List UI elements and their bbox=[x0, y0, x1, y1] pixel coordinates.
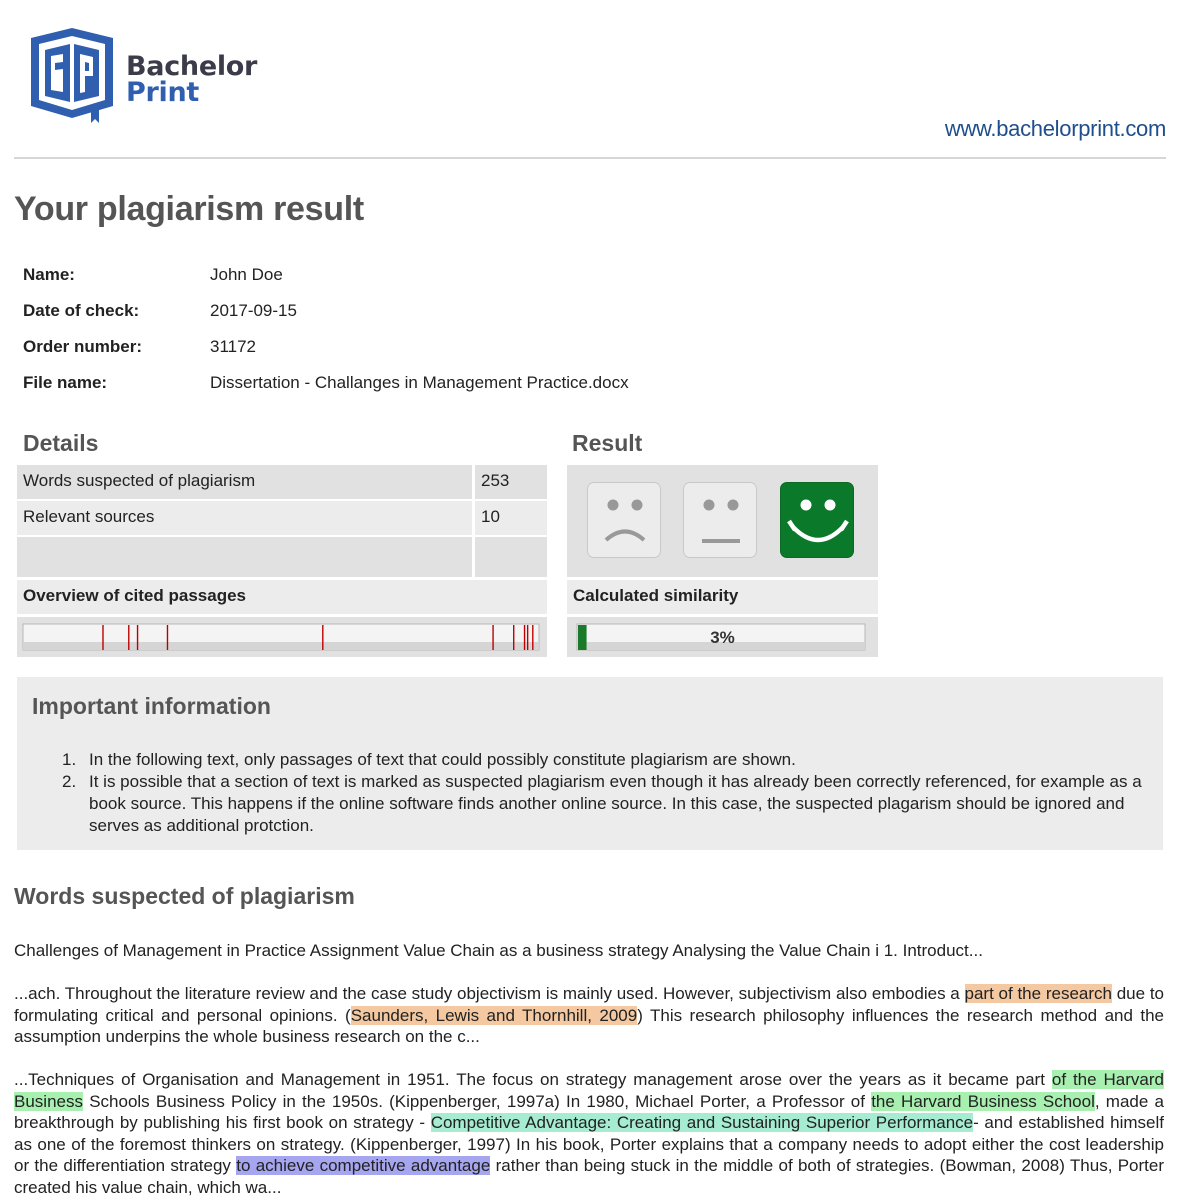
highlighted-passage: part of the research bbox=[964, 984, 1112, 1003]
meta-label: Name: bbox=[23, 265, 75, 284]
text-segment: ) This research philosophy influences the research method and the assumption underpins the whole business research on the c... bbox=[14, 1005, 1164, 1046]
site-url-link[interactable]: www.bachelorprint.com bbox=[944, 116, 1166, 141]
highlighted-passage: the Harvard Business School bbox=[871, 1091, 1095, 1111]
meta-value: 31172 bbox=[210, 337, 257, 356]
text-segment: ...ach. Throughout the literature review and the case study objectivism is mainly used. However, subjectivism also embodies a bbox=[14, 984, 965, 1003]
list-item bbox=[47, 749, 1147, 771]
page-title: Your plagiarism result bbox=[14, 190, 364, 228]
meta-value: Dissertation - Challanges in Management Practice.docx bbox=[210, 373, 629, 392]
details-label-words: Words suspected of plagiarism bbox=[17, 465, 472, 499]
happy-face-icon bbox=[780, 482, 854, 558]
important-list bbox=[47, 749, 1147, 837]
text-segment: - and established himself as one of the foremost thinkers on strategy. (Kippenberger, 1997) In his book, Porter explains that a company needs to adopt either the cost leadership or the differentiation strategy bbox=[14, 1113, 1164, 1175]
highlighted-passage: Competitive Advantage: Creating and Sustaining Superior Performance bbox=[430, 1113, 974, 1132]
details-label-sources: Relevant sources bbox=[17, 501, 472, 535]
details-value-sources: 10 bbox=[475, 501, 547, 535]
important-heading: Important information bbox=[32, 693, 271, 719]
text-segment: , made a breakthrough by publishing his first book on strategy - bbox=[14, 1091, 1164, 1132]
similarity-value: 3% bbox=[710, 628, 735, 647]
cited-passages-overview bbox=[17, 617, 547, 657]
bachelor-print-logo bbox=[27, 26, 117, 124]
text-segment: Schools Business Policy in the 1950s. (Kippenberger, 1997a) In 1980, Michael Porter, a Professor of bbox=[82, 1091, 872, 1111]
meta-row-date bbox=[23, 301, 923, 325]
meta-label: Date of check: bbox=[23, 301, 140, 320]
meta-label: File name: bbox=[23, 373, 108, 392]
page-header bbox=[0, 0, 1180, 160]
similarity-label: Calculated similarity bbox=[567, 580, 878, 614]
text-segment: rather than being stuck in the middle of both of strategies. (Bowman, 2008) Thus, Porter created his value chain, which wa... bbox=[14, 1156, 1165, 1197]
list-text: It is possible that a section of text is marked as suspected plagiarism even though it has already been correctly referenced, for example as a book source. This happens if the online software finds another online source. In this case, the suspected plagarism should be ignored and serves as additional protction. bbox=[89, 772, 1142, 835]
list-number: 1. bbox=[62, 750, 77, 769]
suspected-paragraph-3 bbox=[14, 1069, 1164, 1198]
brand-line1: Bachelor bbox=[126, 51, 258, 82]
highlighted-passage: of the Harvard Business bbox=[14, 1070, 1164, 1111]
sad-face-icon bbox=[587, 482, 661, 558]
list-number: 2. bbox=[62, 772, 77, 791]
neutral-face-icon bbox=[683, 482, 757, 558]
cited-passages-bar bbox=[17, 617, 547, 657]
highlighted-passage: Saunders, Lewis and Thornhill, 2009 bbox=[350, 1005, 638, 1025]
words-heading: Words suspected of plagiarism bbox=[14, 883, 355, 909]
suspected-paragraph-2 bbox=[14, 983, 1164, 1048]
list-text: In the following text, only passages of text that could possibly constitute plagiarism are shown. bbox=[89, 750, 796, 769]
important-info-box bbox=[17, 677, 1163, 850]
header-divider bbox=[14, 157, 1166, 159]
similarity-meter bbox=[567, 617, 878, 657]
meta-value: 2017-09-15 bbox=[210, 301, 297, 320]
brand-name bbox=[126, 51, 258, 108]
meta-value: John Doe bbox=[210, 265, 283, 284]
brand-line2: Print bbox=[126, 77, 199, 108]
result-faces bbox=[567, 465, 878, 577]
overview-label: Overview of cited passages bbox=[17, 580, 547, 614]
meta-row-name bbox=[23, 265, 923, 289]
details-empty-cell bbox=[475, 537, 547, 577]
text-segment: ...Techniques of Organisation and Management in 1951. The focus on strategy management arose over the years as it became part bbox=[14, 1070, 1052, 1089]
suspected-paragraph-1: Challenges of Management in Practice Assignment Value Chain as a business strategy Analysing the Value Chain i 1. Introduct... bbox=[14, 941, 983, 960]
meta-row-file bbox=[23, 373, 923, 397]
text-segment: due to formulating critical and personal opinions. ( bbox=[14, 984, 1164, 1025]
list-item bbox=[47, 771, 1147, 837]
details-empty-cell bbox=[17, 537, 472, 577]
highlighted-passage: to achieve competitive advantage bbox=[236, 1156, 491, 1175]
result-heading: Result bbox=[572, 430, 643, 456]
details-value-words: 253 bbox=[475, 465, 547, 499]
details-heading: Details bbox=[23, 430, 99, 456]
meta-row-order bbox=[23, 337, 923, 361]
meta-label: Order number: bbox=[23, 337, 143, 356]
